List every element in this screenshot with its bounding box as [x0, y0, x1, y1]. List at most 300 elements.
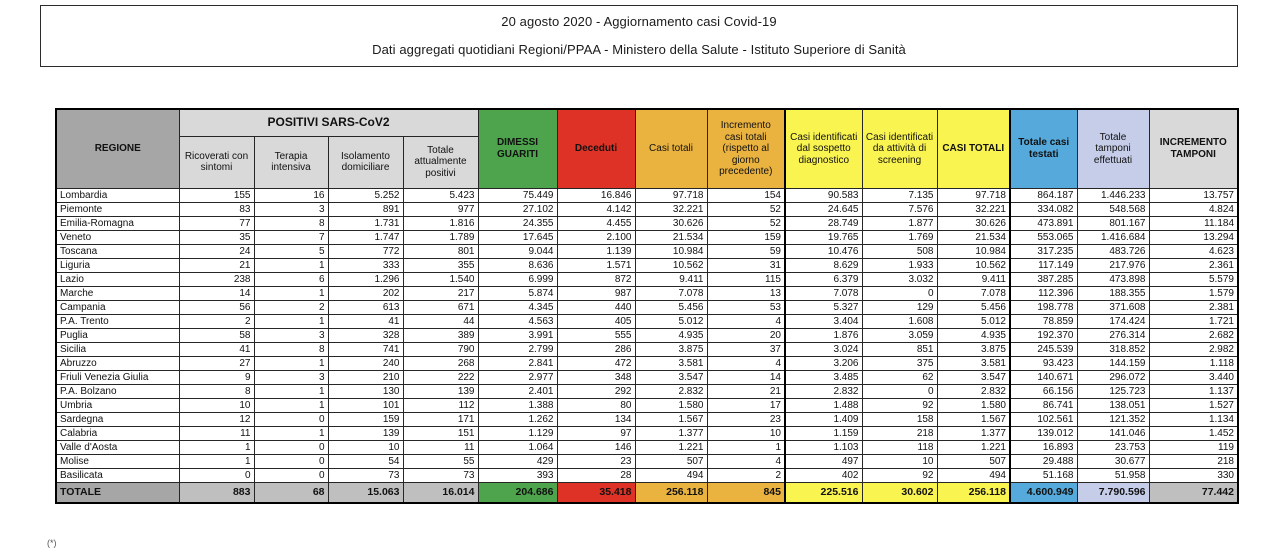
value-cell: 4.935 — [635, 328, 707, 342]
region-name: Veneto — [56, 230, 179, 244]
value-cell: 202 — [328, 286, 403, 300]
value-cell: 0 — [254, 468, 328, 482]
col-header-terapia-intensiva: Terapia intensiva — [254, 136, 328, 188]
value-cell: 333 — [328, 258, 403, 272]
value-cell: 1.262 — [478, 412, 557, 426]
value-cell: 112 — [403, 398, 478, 412]
value-cell: 1.769 — [862, 230, 937, 244]
region-name: Umbria — [56, 398, 179, 412]
value-cell: 9 — [179, 370, 254, 384]
value-cell: 292 — [557, 384, 635, 398]
value-cell: 102.561 — [1010, 412, 1077, 426]
value-cell: 872 — [557, 272, 635, 286]
value-cell: 138.051 — [1077, 398, 1149, 412]
value-cell: 0 — [179, 468, 254, 482]
value-cell: 15.063 — [328, 482, 403, 503]
value-cell: 19.765 — [785, 230, 862, 244]
value-cell: 97.718 — [937, 188, 1010, 202]
value-cell: 5.456 — [635, 300, 707, 314]
value-cell: 10.562 — [635, 258, 707, 272]
value-cell: 10.984 — [635, 244, 707, 258]
value-cell: 2.832 — [635, 384, 707, 398]
value-cell: 21 — [707, 384, 785, 398]
value-cell: 10 — [328, 440, 403, 454]
value-cell: 790 — [403, 342, 478, 356]
col-header-deceduti: Deceduti — [557, 109, 635, 188]
value-cell: 256.118 — [937, 482, 1010, 503]
region-name: Puglia — [56, 328, 179, 342]
value-cell: 1.221 — [635, 440, 707, 454]
region-name: Sicilia — [56, 342, 179, 356]
value-cell: 1.409 — [785, 412, 862, 426]
value-cell: 7.078 — [937, 286, 1010, 300]
value-cell: 14 — [179, 286, 254, 300]
value-cell: 4.455 — [557, 216, 635, 230]
value-cell: 548.568 — [1077, 202, 1149, 216]
report-subtitle: Dati aggregati quotidiani Regioni/PPAA - Ministero della Salute - Istituto Superiore di Sanità — [372, 42, 906, 57]
value-cell: 30.626 — [937, 216, 1010, 230]
region-name: P.A. Trento — [56, 314, 179, 328]
col-header-regione: REGIONE — [56, 109, 179, 188]
value-cell: 23.753 — [1077, 440, 1149, 454]
value-cell: 3 — [254, 328, 328, 342]
value-cell: 613 — [328, 300, 403, 314]
region-name: Calabria — [56, 426, 179, 440]
value-cell: 217 — [403, 286, 478, 300]
table-row — [56, 300, 1238, 314]
value-cell: 119 — [1149, 440, 1238, 454]
value-cell: 1 — [254, 398, 328, 412]
table-row — [56, 468, 1238, 482]
value-cell: 429 — [478, 454, 557, 468]
region-name: P.A. Bolzano — [56, 384, 179, 398]
value-cell: 14 — [707, 370, 785, 384]
value-cell: 121.352 — [1077, 412, 1149, 426]
value-cell: 140.671 — [1010, 370, 1077, 384]
value-cell: 27.102 — [478, 202, 557, 216]
value-cell: 3.581 — [635, 356, 707, 370]
value-cell: 53 — [707, 300, 785, 314]
total-row — [56, 482, 1238, 503]
value-cell: 0 — [254, 440, 328, 454]
value-cell: 159 — [328, 412, 403, 426]
table-row — [56, 426, 1238, 440]
value-cell: 5.012 — [635, 314, 707, 328]
value-cell: 1.137 — [1149, 384, 1238, 398]
value-cell: 8 — [254, 216, 328, 230]
value-cell: 218 — [862, 426, 937, 440]
value-cell: 86.741 — [1010, 398, 1077, 412]
value-cell: 1.388 — [478, 398, 557, 412]
table-row — [56, 454, 1238, 468]
value-cell: 3.581 — [937, 356, 1010, 370]
value-cell: 2.361 — [1149, 258, 1238, 272]
value-cell: 3.875 — [937, 342, 1010, 356]
value-cell: 97 — [557, 426, 635, 440]
value-cell: 30.626 — [635, 216, 707, 230]
value-cell: 141.046 — [1077, 426, 1149, 440]
value-cell: 3 — [254, 370, 328, 384]
value-cell: 66.156 — [1010, 384, 1077, 398]
value-cell: 1 — [254, 426, 328, 440]
value-cell: 845 — [707, 482, 785, 503]
value-cell: 555 — [557, 328, 635, 342]
value-cell: 1 — [254, 258, 328, 272]
value-cell: 3.206 — [785, 356, 862, 370]
value-cell: 2 — [707, 468, 785, 482]
value-cell: 3.875 — [635, 342, 707, 356]
col-header-screening: Casi identificati da attività di screening — [862, 109, 937, 188]
value-cell: 296.072 — [1077, 370, 1149, 384]
value-cell: 1 — [179, 454, 254, 468]
value-cell: 1.377 — [635, 426, 707, 440]
value-cell: 0 — [254, 412, 328, 426]
value-cell: 51.958 — [1077, 468, 1149, 482]
value-cell: 159 — [707, 230, 785, 244]
value-cell: 134 — [557, 412, 635, 426]
value-cell: 58 — [179, 328, 254, 342]
value-cell: 276.314 — [1077, 328, 1149, 342]
value-cell: 23 — [707, 412, 785, 426]
value-cell: 101 — [328, 398, 403, 412]
value-cell: 402 — [785, 468, 862, 482]
value-cell: 1.221 — [937, 440, 1010, 454]
value-cell: 225.516 — [785, 482, 862, 503]
value-cell: 1.933 — [862, 258, 937, 272]
region-name: Molise — [56, 454, 179, 468]
value-cell: 5 — [254, 244, 328, 258]
value-cell: 330 — [1149, 468, 1238, 482]
region-name: Basilicata — [56, 468, 179, 482]
value-cell: 1.789 — [403, 230, 478, 244]
value-cell: 8 — [179, 384, 254, 398]
value-cell: 198.778 — [1010, 300, 1077, 314]
value-cell: 4 — [707, 356, 785, 370]
total-label: TOTALE — [56, 482, 179, 503]
value-cell: 7.078 — [635, 286, 707, 300]
value-cell: 328 — [328, 328, 403, 342]
value-cell: 10.984 — [937, 244, 1010, 258]
value-cell: 1.159 — [785, 426, 862, 440]
value-cell: 75.449 — [478, 188, 557, 202]
table-row — [56, 314, 1238, 328]
value-cell: 32.221 — [937, 202, 1010, 216]
value-cell: 4.623 — [1149, 244, 1238, 258]
value-cell: 218 — [1149, 454, 1238, 468]
value-cell: 1.446.233 — [1077, 188, 1149, 202]
region-name: Toscana — [56, 244, 179, 258]
value-cell: 52 — [707, 216, 785, 230]
value-cell: 68 — [254, 482, 328, 503]
value-cell: 115 — [707, 272, 785, 286]
value-cell: 2.799 — [478, 342, 557, 356]
value-cell: 4.563 — [478, 314, 557, 328]
col-header-ricoverati: Ricoverati con sintomi — [179, 136, 254, 188]
value-cell: 77.442 — [1149, 482, 1238, 503]
region-name: Liguria — [56, 258, 179, 272]
value-cell: 112.396 — [1010, 286, 1077, 300]
value-cell: 154 — [707, 188, 785, 202]
value-cell: 3.991 — [478, 328, 557, 342]
value-cell: 507 — [937, 454, 1010, 468]
col-header-incremento-tamponi: INCREMENTO TAMPONI — [1149, 109, 1238, 188]
col-header-incremento-casi: Incremento casi totali (rispetto al giorno precedente) — [707, 109, 785, 188]
value-cell: 268 — [403, 356, 478, 370]
region-name: Piemonte — [56, 202, 179, 216]
value-cell: 35 — [179, 230, 254, 244]
value-cell: 59 — [707, 244, 785, 258]
value-cell: 73 — [328, 468, 403, 482]
value-cell: 9.411 — [635, 272, 707, 286]
value-cell: 54 — [328, 454, 403, 468]
value-cell: 130 — [328, 384, 403, 398]
value-cell: 29.488 — [1010, 454, 1077, 468]
value-cell: 371.608 — [1077, 300, 1149, 314]
value-cell: 11.184 — [1149, 216, 1238, 230]
col-group-positivi: POSITIVI SARS-CoV2 — [179, 109, 478, 136]
value-cell: 1 — [707, 440, 785, 454]
col-header-isolamento: Isolamento domiciliare — [328, 136, 403, 188]
value-cell: 90.583 — [785, 188, 862, 202]
value-cell: 348 — [557, 370, 635, 384]
value-cell: 41 — [328, 314, 403, 328]
value-cell: 1.134 — [1149, 412, 1238, 426]
value-cell: 21 — [179, 258, 254, 272]
value-cell: 28.749 — [785, 216, 862, 230]
value-cell: 92 — [862, 398, 937, 412]
value-cell: 494 — [635, 468, 707, 482]
value-cell: 256.118 — [635, 482, 707, 503]
value-cell: 5.456 — [937, 300, 1010, 314]
table-row — [56, 202, 1238, 216]
value-cell: 2.832 — [785, 384, 862, 398]
value-cell: 10.562 — [937, 258, 1010, 272]
value-cell: 7 — [254, 230, 328, 244]
value-cell: 31 — [707, 258, 785, 272]
value-cell: 139.012 — [1010, 426, 1077, 440]
table-row — [56, 342, 1238, 356]
value-cell: 6.999 — [478, 272, 557, 286]
value-cell: 851 — [862, 342, 937, 356]
value-cell: 1.139 — [557, 244, 635, 258]
value-cell: 1.877 — [862, 216, 937, 230]
value-cell: 317.235 — [1010, 244, 1077, 258]
value-cell: 1.731 — [328, 216, 403, 230]
value-cell: 8.629 — [785, 258, 862, 272]
value-cell: 10 — [179, 398, 254, 412]
value-cell: 27 — [179, 356, 254, 370]
value-cell: 1.816 — [403, 216, 478, 230]
value-cell: 387.285 — [1010, 272, 1077, 286]
value-cell: 56 — [179, 300, 254, 314]
value-cell: 473.891 — [1010, 216, 1077, 230]
covid-data-table — [55, 108, 1239, 504]
value-cell: 4 — [707, 314, 785, 328]
table-row — [56, 328, 1238, 342]
value-cell: 1.527 — [1149, 398, 1238, 412]
value-cell: 7.135 — [862, 188, 937, 202]
value-cell: 117.149 — [1010, 258, 1077, 272]
value-cell: 1.580 — [635, 398, 707, 412]
table-row — [56, 356, 1238, 370]
value-cell: 188.355 — [1077, 286, 1149, 300]
value-cell: 62 — [862, 370, 937, 384]
value-cell: 13.294 — [1149, 230, 1238, 244]
value-cell: 772 — [328, 244, 403, 258]
value-cell: 1 — [254, 314, 328, 328]
value-cell: 801 — [403, 244, 478, 258]
value-cell: 16.893 — [1010, 440, 1077, 454]
value-cell: 9.411 — [937, 272, 1010, 286]
value-cell: 73 — [403, 468, 478, 482]
value-cell: 78.859 — [1010, 314, 1077, 328]
value-cell: 0 — [862, 384, 937, 398]
table-row — [56, 272, 1238, 286]
value-cell: 240 — [328, 356, 403, 370]
value-cell: 139 — [403, 384, 478, 398]
value-cell: 83 — [179, 202, 254, 216]
value-cell: 118 — [862, 440, 937, 454]
value-cell: 483.726 — [1077, 244, 1149, 258]
value-cell: 32.221 — [635, 202, 707, 216]
value-cell: 30.602 — [862, 482, 937, 503]
value-cell: 4.142 — [557, 202, 635, 216]
value-cell: 1.296 — [328, 272, 403, 286]
value-cell: 35.418 — [557, 482, 635, 503]
value-cell: 16.014 — [403, 482, 478, 503]
value-cell: 245.539 — [1010, 342, 1077, 356]
value-cell: 1.571 — [557, 258, 635, 272]
value-cell: 0 — [254, 454, 328, 468]
value-cell: 10 — [707, 426, 785, 440]
value-cell: 92 — [862, 468, 937, 482]
value-cell: 238 — [179, 272, 254, 286]
value-cell: 1.129 — [478, 426, 557, 440]
value-cell: 23 — [557, 454, 635, 468]
value-cell: 24.645 — [785, 202, 862, 216]
value-cell: 217.976 — [1077, 258, 1149, 272]
value-cell: 3.032 — [862, 272, 937, 286]
value-cell: 3.547 — [937, 370, 1010, 384]
col-header-casi-totali-caps: CASI TOTALI — [937, 109, 1010, 188]
value-cell: 1 — [254, 356, 328, 370]
value-cell: 2.381 — [1149, 300, 1238, 314]
value-cell: 2 — [179, 314, 254, 328]
col-header-totale-tamponi: Totale tamponi effettuati — [1077, 109, 1149, 188]
value-cell: 1.540 — [403, 272, 478, 286]
value-cell: 16.846 — [557, 188, 635, 202]
region-name: Emilia-Romagna — [56, 216, 179, 230]
value-cell: 129 — [862, 300, 937, 314]
value-cell: 6 — [254, 272, 328, 286]
value-cell: 21.534 — [937, 230, 1010, 244]
value-cell: 144.159 — [1077, 356, 1149, 370]
value-cell: 5.327 — [785, 300, 862, 314]
value-cell: 4.935 — [937, 328, 1010, 342]
region-name: Marche — [56, 286, 179, 300]
value-cell: 1.416.684 — [1077, 230, 1149, 244]
table-row — [56, 230, 1238, 244]
value-cell: 28 — [557, 468, 635, 482]
value-cell: 93.423 — [1010, 356, 1077, 370]
value-cell: 7.790.596 — [1077, 482, 1149, 503]
value-cell: 44 — [403, 314, 478, 328]
value-cell: 1.608 — [862, 314, 937, 328]
value-cell: 8 — [254, 342, 328, 356]
value-cell: 24 — [179, 244, 254, 258]
value-cell: 1.452 — [1149, 426, 1238, 440]
value-cell: 508 — [862, 244, 937, 258]
value-cell: 2.832 — [937, 384, 1010, 398]
col-header-dimessi-guariti: DIMESSI GUARITI — [478, 109, 557, 188]
value-cell: 864.187 — [1010, 188, 1077, 202]
value-cell: 1.579 — [1149, 286, 1238, 300]
value-cell: 1.567 — [635, 412, 707, 426]
value-cell: 3 — [254, 202, 328, 216]
value-cell: 389 — [403, 328, 478, 342]
value-cell: 3.547 — [635, 370, 707, 384]
value-cell: 24.355 — [478, 216, 557, 230]
region-name: Lazio — [56, 272, 179, 286]
value-cell: 883 — [179, 482, 254, 503]
value-cell: 5.579 — [1149, 272, 1238, 286]
value-cell: 472 — [557, 356, 635, 370]
value-cell: 5.252 — [328, 188, 403, 202]
value-cell: 440 — [557, 300, 635, 314]
value-cell: 146 — [557, 440, 635, 454]
value-cell: 10 — [862, 454, 937, 468]
value-cell: 52 — [707, 202, 785, 216]
value-cell: 801.167 — [1077, 216, 1149, 230]
value-cell: 741 — [328, 342, 403, 356]
value-cell: 1.580 — [937, 398, 1010, 412]
region-name: Valle d'Aosta — [56, 440, 179, 454]
value-cell: 3.485 — [785, 370, 862, 384]
value-cell: 1.064 — [478, 440, 557, 454]
value-cell: 286 — [557, 342, 635, 356]
value-cell: 2.100 — [557, 230, 635, 244]
value-cell: 7.078 — [785, 286, 862, 300]
value-cell: 37 — [707, 342, 785, 356]
value-cell: 3.059 — [862, 328, 937, 342]
value-cell: 210 — [328, 370, 403, 384]
value-cell: 12 — [179, 412, 254, 426]
value-cell: 155 — [179, 188, 254, 202]
value-cell: 1 — [254, 384, 328, 398]
table-row — [56, 286, 1238, 300]
value-cell: 13 — [707, 286, 785, 300]
region-name: Campania — [56, 300, 179, 314]
value-cell: 553.065 — [1010, 230, 1077, 244]
value-cell: 171 — [403, 412, 478, 426]
footnote-marker: (*) — [47, 538, 57, 548]
value-cell: 1.567 — [937, 412, 1010, 426]
value-cell: 222 — [403, 370, 478, 384]
value-cell: 204.686 — [478, 482, 557, 503]
table-row — [56, 398, 1238, 412]
value-cell: 4.600.949 — [1010, 482, 1077, 503]
table-row — [56, 258, 1238, 272]
value-cell: 139 — [328, 426, 403, 440]
table-row — [56, 370, 1238, 384]
value-cell: 158 — [862, 412, 937, 426]
value-cell: 3.024 — [785, 342, 862, 356]
value-cell: 4 — [707, 454, 785, 468]
value-cell: 11 — [403, 440, 478, 454]
value-cell: 507 — [635, 454, 707, 468]
value-cell: 16 — [254, 188, 328, 202]
value-cell: 3.404 — [785, 314, 862, 328]
